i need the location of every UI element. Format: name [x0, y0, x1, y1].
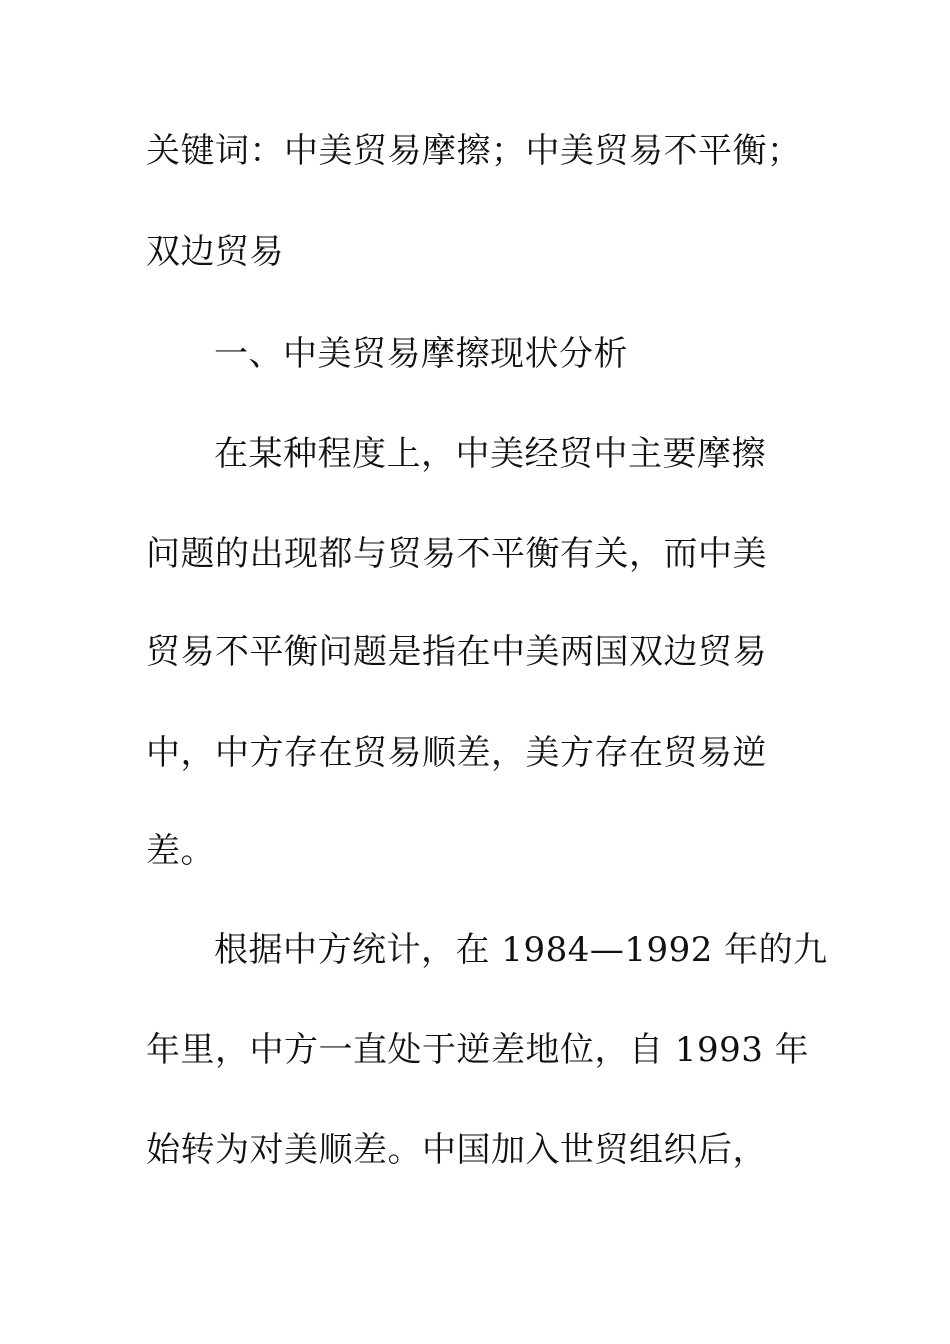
- paragraph-2-line-1: 根据中方统计，在 1984—1992 年的九: [214, 930, 828, 970]
- keywords-line-2: 双边贸易: [146, 232, 284, 272]
- paragraph-2-line-2: 年里，中方一直处于逆差地位，自 1993 年: [146, 1030, 810, 1070]
- paragraph-1-line-5: 差。: [146, 831, 215, 871]
- paragraph-1-line-1: 在某种程度上，中美经贸中主要摩擦: [214, 434, 766, 474]
- keywords-line-1: 关键词：中美贸易摩擦；中美贸易不平衡；: [146, 131, 802, 171]
- section-heading: 一、中美贸易摩擦现状分析: [214, 334, 628, 374]
- paragraph-1-line-3: 贸易不平衡问题是指在中美两国双边贸易: [146, 632, 767, 672]
- paragraph-1-line-4: 中，中方存在贸易顺差，美方存在贸易逆: [146, 733, 767, 773]
- paragraph-1-line-2: 问题的出现都与贸易不平衡有关，而中美: [146, 534, 767, 574]
- paragraph-2-line-3: 始转为对美顺差。中国加入世贸组织后，: [146, 1130, 767, 1170]
